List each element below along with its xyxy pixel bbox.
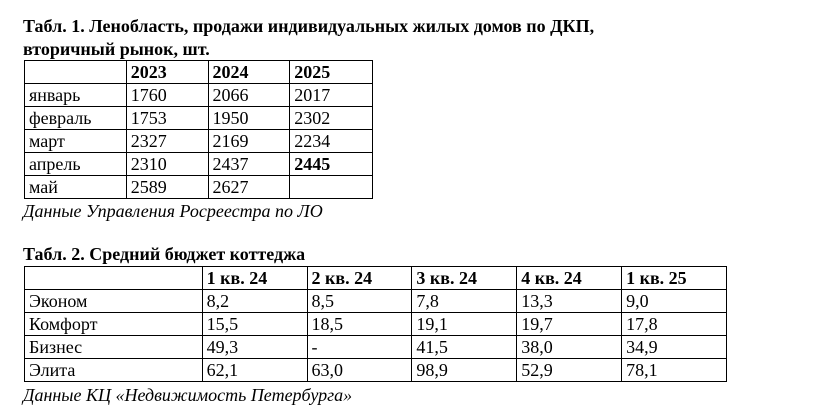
table-cell: 8,2 — [202, 290, 307, 313]
table-cell: 13,3 — [517, 290, 622, 313]
row-label: Комфорт — [25, 313, 203, 336]
table-cell: 63,0 — [307, 359, 412, 382]
table2-header-q1-24: 1 кв. 24 — [202, 267, 307, 290]
table-cell: 9,0 — [622, 290, 727, 313]
table-cell: 49,3 — [202, 336, 307, 359]
row-label: февраль — [25, 107, 127, 130]
row-label: Эконом — [25, 290, 203, 313]
table-cell: 2437 — [208, 153, 290, 176]
table-row — [25, 336, 727, 359]
table-cell: 2234 — [290, 130, 373, 153]
table-cell: 62,1 — [202, 359, 307, 382]
table1-header-2024: 2024 — [208, 61, 290, 84]
table1-header-2025: 2025 — [290, 61, 373, 84]
table2-header-q2-24: 2 кв. 24 — [307, 267, 412, 290]
table-row — [25, 290, 727, 313]
table2-title: Табл. 2. Средний бюджет коттеджа — [23, 244, 306, 264]
row-label: апрель — [25, 153, 127, 176]
table-cell: 1760 — [126, 84, 208, 107]
table-cell: 78,1 — [622, 359, 727, 382]
table-cell: 2066 — [208, 84, 290, 107]
table2-cottage-budget — [24, 266, 727, 382]
table-cell: - — [307, 336, 412, 359]
table-row — [25, 130, 373, 153]
table1-title-line2: вторичный рынок, шт. — [23, 39, 210, 59]
table-cell: 2327 — [126, 130, 208, 153]
table2-header-q3-24: 3 кв. 24 — [412, 267, 517, 290]
row-label: январь — [25, 84, 127, 107]
table2-header-corner — [25, 267, 203, 290]
table2-header-row — [25, 267, 727, 290]
table1-title — [23, 15, 594, 61]
table-cell: 98,9 — [412, 359, 517, 382]
table-cell: 2310 — [126, 153, 208, 176]
table-cell: 2169 — [208, 130, 290, 153]
table1-header-row — [25, 61, 373, 84]
table1-header-corner — [25, 61, 127, 84]
table-row — [25, 359, 727, 382]
table1-sales-by-month — [24, 60, 373, 199]
table1-source-note: Данные Управления Росреестра по ЛО — [23, 201, 323, 221]
row-label: май — [25, 176, 127, 199]
table-cell: 52,9 — [517, 359, 622, 382]
table-cell: 2589 — [126, 176, 208, 199]
table-cell-highlighted: 2445 — [290, 153, 373, 176]
table-row — [25, 107, 373, 130]
row-label: Бизнес — [25, 336, 203, 359]
table-cell: 2302 — [290, 107, 373, 130]
table-cell: 2017 — [290, 84, 373, 107]
table-cell: 41,5 — [412, 336, 517, 359]
table1-title-line1: Табл. 1. Ленобласть, продажи индивидуальных жилых домов по ДКП, — [23, 16, 595, 36]
table-cell: 1753 — [126, 107, 208, 130]
table1-header-2023: 2023 — [126, 61, 208, 84]
table-cell: 15,5 — [202, 313, 307, 336]
table-cell: 8,5 — [307, 290, 412, 313]
table2-header-q1-25: 1 кв. 25 — [622, 267, 727, 290]
table-row — [25, 176, 373, 199]
table-cell: 7,8 — [412, 290, 517, 313]
table-cell: 2627 — [208, 176, 290, 199]
table-cell: 1950 — [208, 107, 290, 130]
table-cell: 38,0 — [517, 336, 622, 359]
table-row — [25, 84, 373, 107]
table-cell: 34,9 — [622, 336, 727, 359]
table-row — [25, 313, 727, 336]
row-label: март — [25, 130, 127, 153]
table-cell: 19,1 — [412, 313, 517, 336]
table2-header-q4-24: 4 кв. 24 — [517, 267, 622, 290]
table-cell: 17,8 — [622, 313, 727, 336]
table-row — [25, 153, 373, 176]
row-label: Элита — [25, 359, 203, 382]
table-cell: 19,7 — [517, 313, 622, 336]
table2-source-note: Данные КЦ «Недвижимость Петербурга» — [23, 385, 353, 405]
table-cell: 18,5 — [307, 313, 412, 336]
table-cell-empty — [290, 176, 373, 199]
